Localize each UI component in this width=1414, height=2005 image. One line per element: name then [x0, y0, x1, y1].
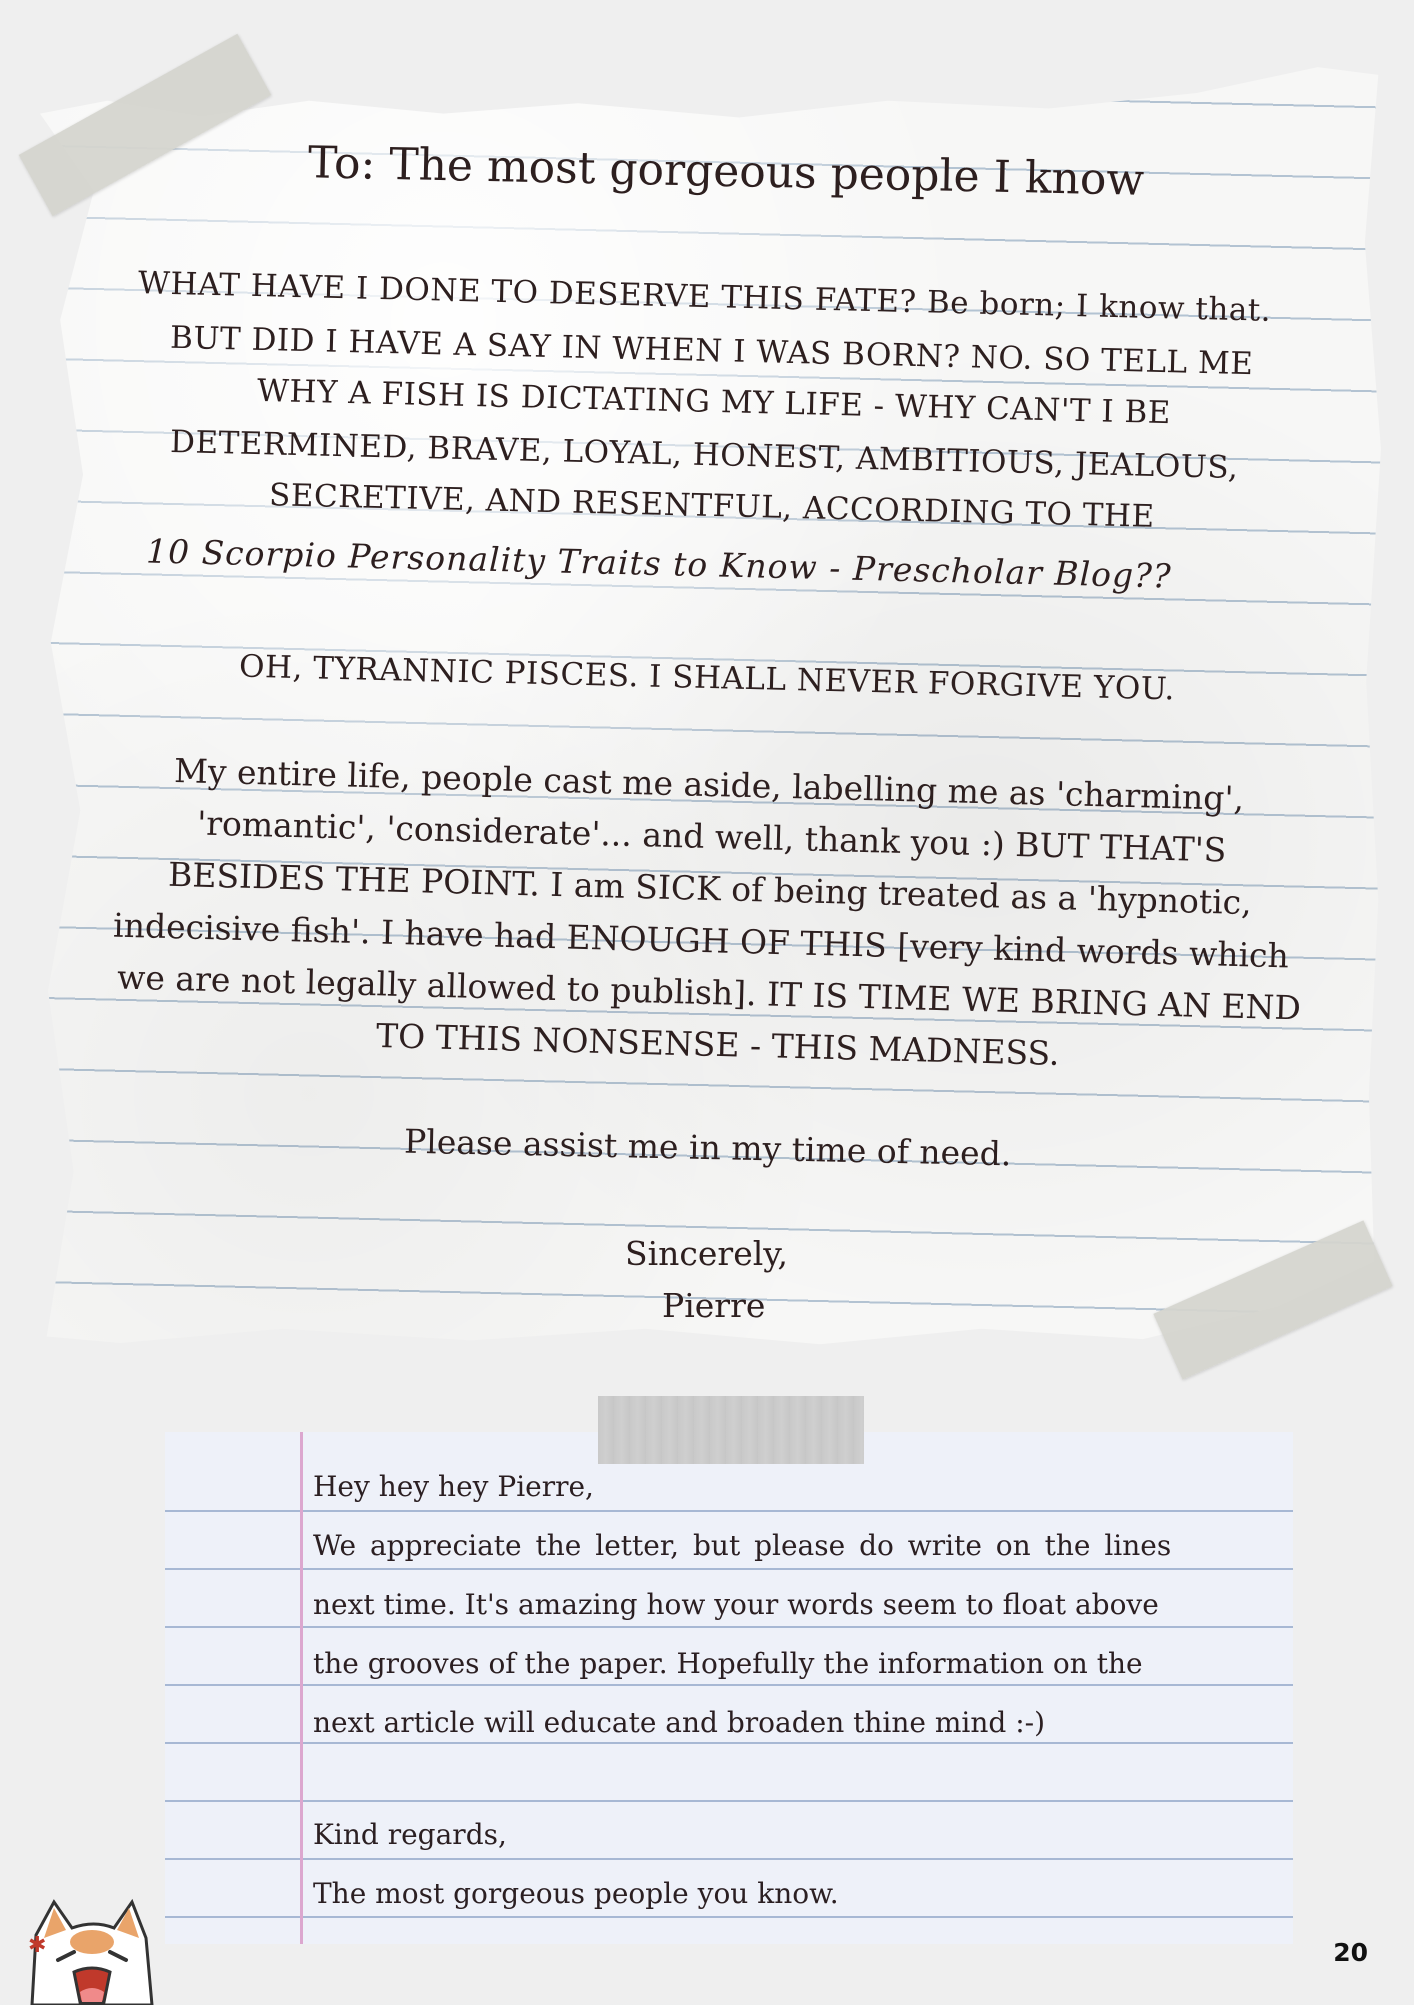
letter-closing: Sincerely, — [625, 1234, 789, 1273]
letter-line: DETERMINED, BRAVE, LOYAL, HONEST, AMBITIOUS, JEALOUS, — [169, 423, 1239, 487]
reply-line: Hey hey hey Pierre, — [313, 1470, 594, 1503]
letter-line: BESIDES THE POINT. I am SICK of being treated as a 'hypnotic, — [167, 854, 1253, 923]
letter-line: we are not legally allowed to publish]. IT IS TIME WE BRING AN END — [116, 957, 1302, 1028]
letter-title: To: The most gorgeous people I know — [307, 137, 1145, 206]
reply-line: next time. It's amazing how your words seem to float above — [313, 1588, 1159, 1621]
reply-line: Kind regards, — [313, 1818, 507, 1851]
cat-sticker-icon — [14, 1880, 164, 2005]
letter-line: TO THIS NONSENSE - THIS MADNESS. — [375, 1016, 1060, 1073]
letter-signature: Pierre — [662, 1286, 766, 1325]
page-number: 20 — [1333, 1938, 1368, 1967]
letter-line: indecisive fish'. I have had ENOUGH OF THIS [very kind words which — [112, 905, 1290, 976]
letter-line: My entire life, people cast me aside, labelling me as 'charming', — [173, 750, 1245, 819]
svg-text:✱: ✱ — [28, 1933, 47, 1958]
notebook-margin-line — [300, 1432, 303, 1944]
notebook-reply — [165, 1432, 1293, 1944]
letter-line: BUT DID I HAVE A SAY IN WHEN I WAS BORN? NO. SO TELL ME — [169, 319, 1254, 383]
letter-line: SECRETIVE, AND RESENTFUL, ACCORDING TO THE — [268, 477, 1156, 535]
letter-line: OH, TYRANNIC PISCES. I SHALL NEVER FORGIVE YOU. — [238, 648, 1176, 708]
letter-line: 'romantic', 'considerate'... and well, thank you :) BUT THAT'S — [196, 803, 1227, 870]
letter-line: WHAT HAVE I DONE TO DESERVE THIS FATE? Be born; I know that. — [137, 265, 1272, 329]
letter-plea: Please assist me in my time of need. — [403, 1121, 1012, 1174]
reply-line: We appreciate the letter, but please do write on the lines — [313, 1529, 1172, 1562]
tape-strip-note — [598, 1396, 864, 1464]
source-link[interactable]: 10 Scorpio Personality Traits to Know - Prescholar Blog?? — [145, 531, 1173, 596]
reply-line: the grooves of the paper. Hopefully the information on the — [313, 1647, 1143, 1680]
reply-line: next article will educate and broaden thine mind :-) — [313, 1706, 1046, 1739]
reply-line: The most gorgeous people you know. — [313, 1877, 839, 1910]
letter-line: WHY A FISH IS DICTATING MY LIFE - WHY CAN'T I BE — [256, 372, 1172, 432]
